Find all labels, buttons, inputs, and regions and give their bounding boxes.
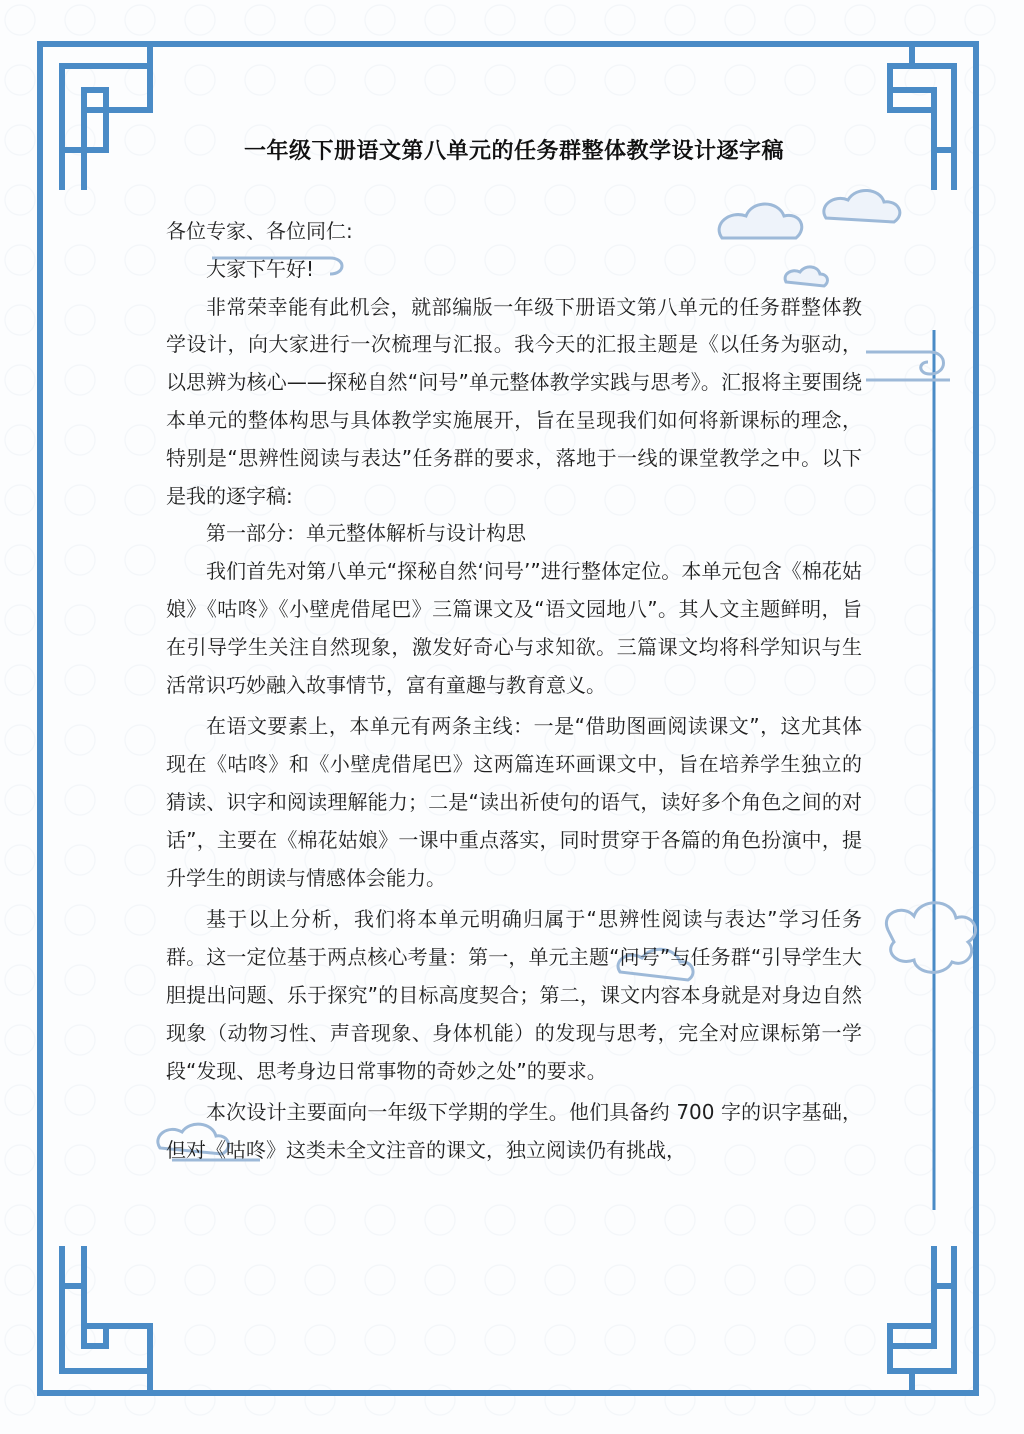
paragraph-language-elements: 在语文要素上，本单元有两条主线：一是“借助图画阅读课文”，这尤其体现在《咕咚》和《小壁虎借尾巴》这两篇连环画课文中，旨在培养学生独立的猜读、识字和阅读理解能力；二是“读出祈使句的语气，读好多个角色之间的对话”，主要在《棉花姑娘》一课中重点落实，同时贯穿于各篇的角色扮演中，提升学生的朗读与情感体会能力。 <box>166 714 862 890</box>
paragraph-learners: 本次设计主要面向一年级下学期的学生。他们具备约 700 字的识字基础，但对《咕咚》这类未全文注音的课文，独立阅读仍有挑战， <box>166 1100 862 1163</box>
document-body <box>166 134 862 1170</box>
corner-fret-bottom-left <box>40 1226 238 1393</box>
corner-fret-bottom-right <box>866 1226 976 1393</box>
section-heading: 第一部分：单元整体解析与设计构思 <box>206 521 526 546</box>
paragraph-task-group: 基于以上分析，我们将本单元明确归属于“思辨性阅读与表达”学习任务群。这一定位基于两点核心考量：第一，单元主题“问号”与任务群“引导学生大胆提出问题、乐于探究”的目标高度契合；第二，课文内容本身就是对身边自然现象（动物习性、声音现象、身体机能）的发现与思考，完全对应课标第一学段“发现、思考身边日常事物的奇妙之处”的要求。 <box>166 907 862 1083</box>
salutation: 各位专家、各位同仁: <box>166 219 353 243</box>
greeting: 大家下午好! <box>206 256 315 281</box>
corner-fret-top-right <box>866 44 976 210</box>
document-title: 一年级下册语文第八单元的任务群整体教学设计逐字稿 <box>243 139 784 164</box>
paragraph-unit-overview: 我们首先对第八单元“探秘自然‘问号’”进行整体定位。本单元包含《棉花姑娘》《咕咚》《小壁虎借尾巴》三篇课文及“语文园地八”。其人文主题鲜明，旨在引导学生关注自然现象，激发好奇心与求知欲。三篇课文均将科学知识与生活常识巧妙融入故事情节，富有童趣与教育意义。 <box>166 559 862 697</box>
paragraph-intro: 非常荣幸能有此机会，就部编版一年级下册语文第八单元的任务群整体教学设计，向大家进行一次梳理与汇报。我今天的汇报主题是《以任务为驱动，以思辨为核心——探秘自然“问号”单元整体教学实践与思考》。汇报将主要围绕本单元的整体构思与具体教学实施展开，旨在呈现我们如何将新课标的理念，特别是“思辨性阅读与表达”任务群的要求，落地于一线的课堂教学之中。以下是我的逐字稿: <box>166 294 862 508</box>
